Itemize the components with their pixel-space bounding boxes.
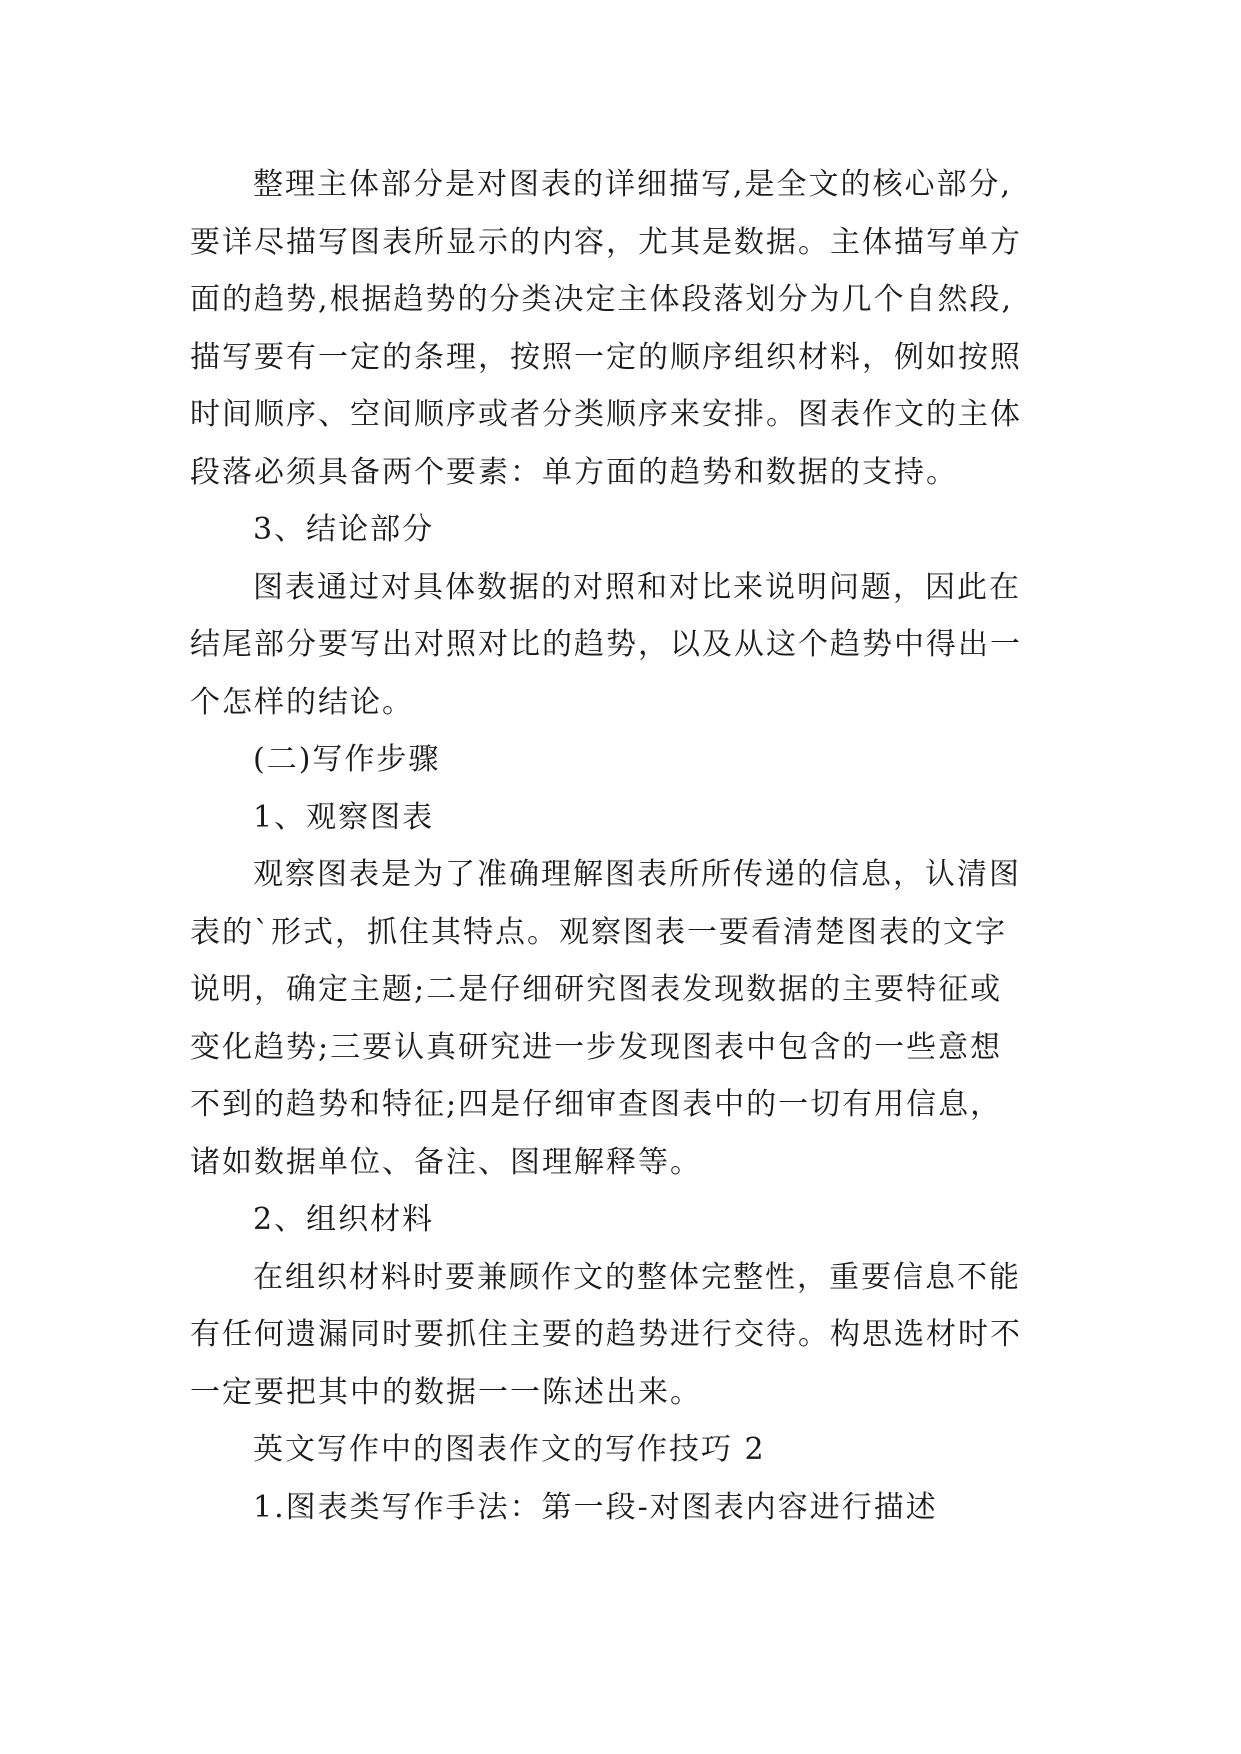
text-line: 图表通过对具体数据的对照和对比来说明问题，因此在 (253, 569, 1021, 605)
text-line: 整理主体部分是对图表的详细描写,是全文的核心部分, (253, 167, 1013, 202)
text-line: 面的趋势,根据趋势的分类决定主体段落划分为几个自然段, (190, 282, 1014, 317)
text-line: 诸如数据单位、备注、图理解释等。 (190, 1144, 702, 1180)
text-line: 观察图表是为了准确理解图表所所传递的信息，认清图 (253, 857, 1021, 892)
text-line: 2、组织材料 (253, 1202, 435, 1237)
text-line: 段落必须具备两个要素：单方面的趋势和数据的支持。 (190, 454, 958, 490)
text-line: 说明，确定主题;二是仔细研究图表发现数据的主要特征或 (190, 972, 1003, 1007)
text-line: 1、观察图表 (253, 799, 435, 835)
text-line: 描写要有一定的条理，按照一定的顺序组织材料，例如按照 (190, 339, 1022, 375)
text-line: 变化趋势;三要认真研究进一步发现图表中包含的一些意想 (190, 1029, 1003, 1065)
text-line: 个怎样的结论。 (190, 684, 414, 720)
text-line: 不到的趋势和特征;四是仔细审查图表中的一切有用信息， (190, 1087, 1003, 1122)
text-line: 在组织材料时要兼顾作文的整体完整性，重要信息不能 (253, 1259, 1021, 1295)
text-line: 3、结论部分 (253, 512, 435, 547)
document-body (190, 156, 1090, 1536)
text-line: 要详尽描写图表所显示的内容，尤其是数据。主体描写单方 (190, 224, 1022, 260)
text-line: 结尾部分要写出对照对比的趋势，以及从这个趋势中得出一 (190, 627, 1022, 662)
text-line: 表的`形式，抓住其特点。观察图表一要看清楚图表的文字 (190, 914, 1007, 950)
text-line: 一定要把其中的数据一一陈述出来。 (190, 1374, 702, 1410)
text-line: 英文写作中的图表作文的写作技巧 2 (253, 1432, 766, 1467)
text-line: 1.图表类写作手法：第一段-对图表内容进行描述 (253, 1489, 938, 1525)
text-line: 有任何遗漏同时要抓住主要的趋势进行交待。构思选材时不 (190, 1317, 1022, 1352)
text-line: 时间顺序、空间顺序或者分类顺序来安排。图表作文的主体 (190, 397, 1022, 432)
text-line: (二)写作步骤 (253, 742, 441, 777)
